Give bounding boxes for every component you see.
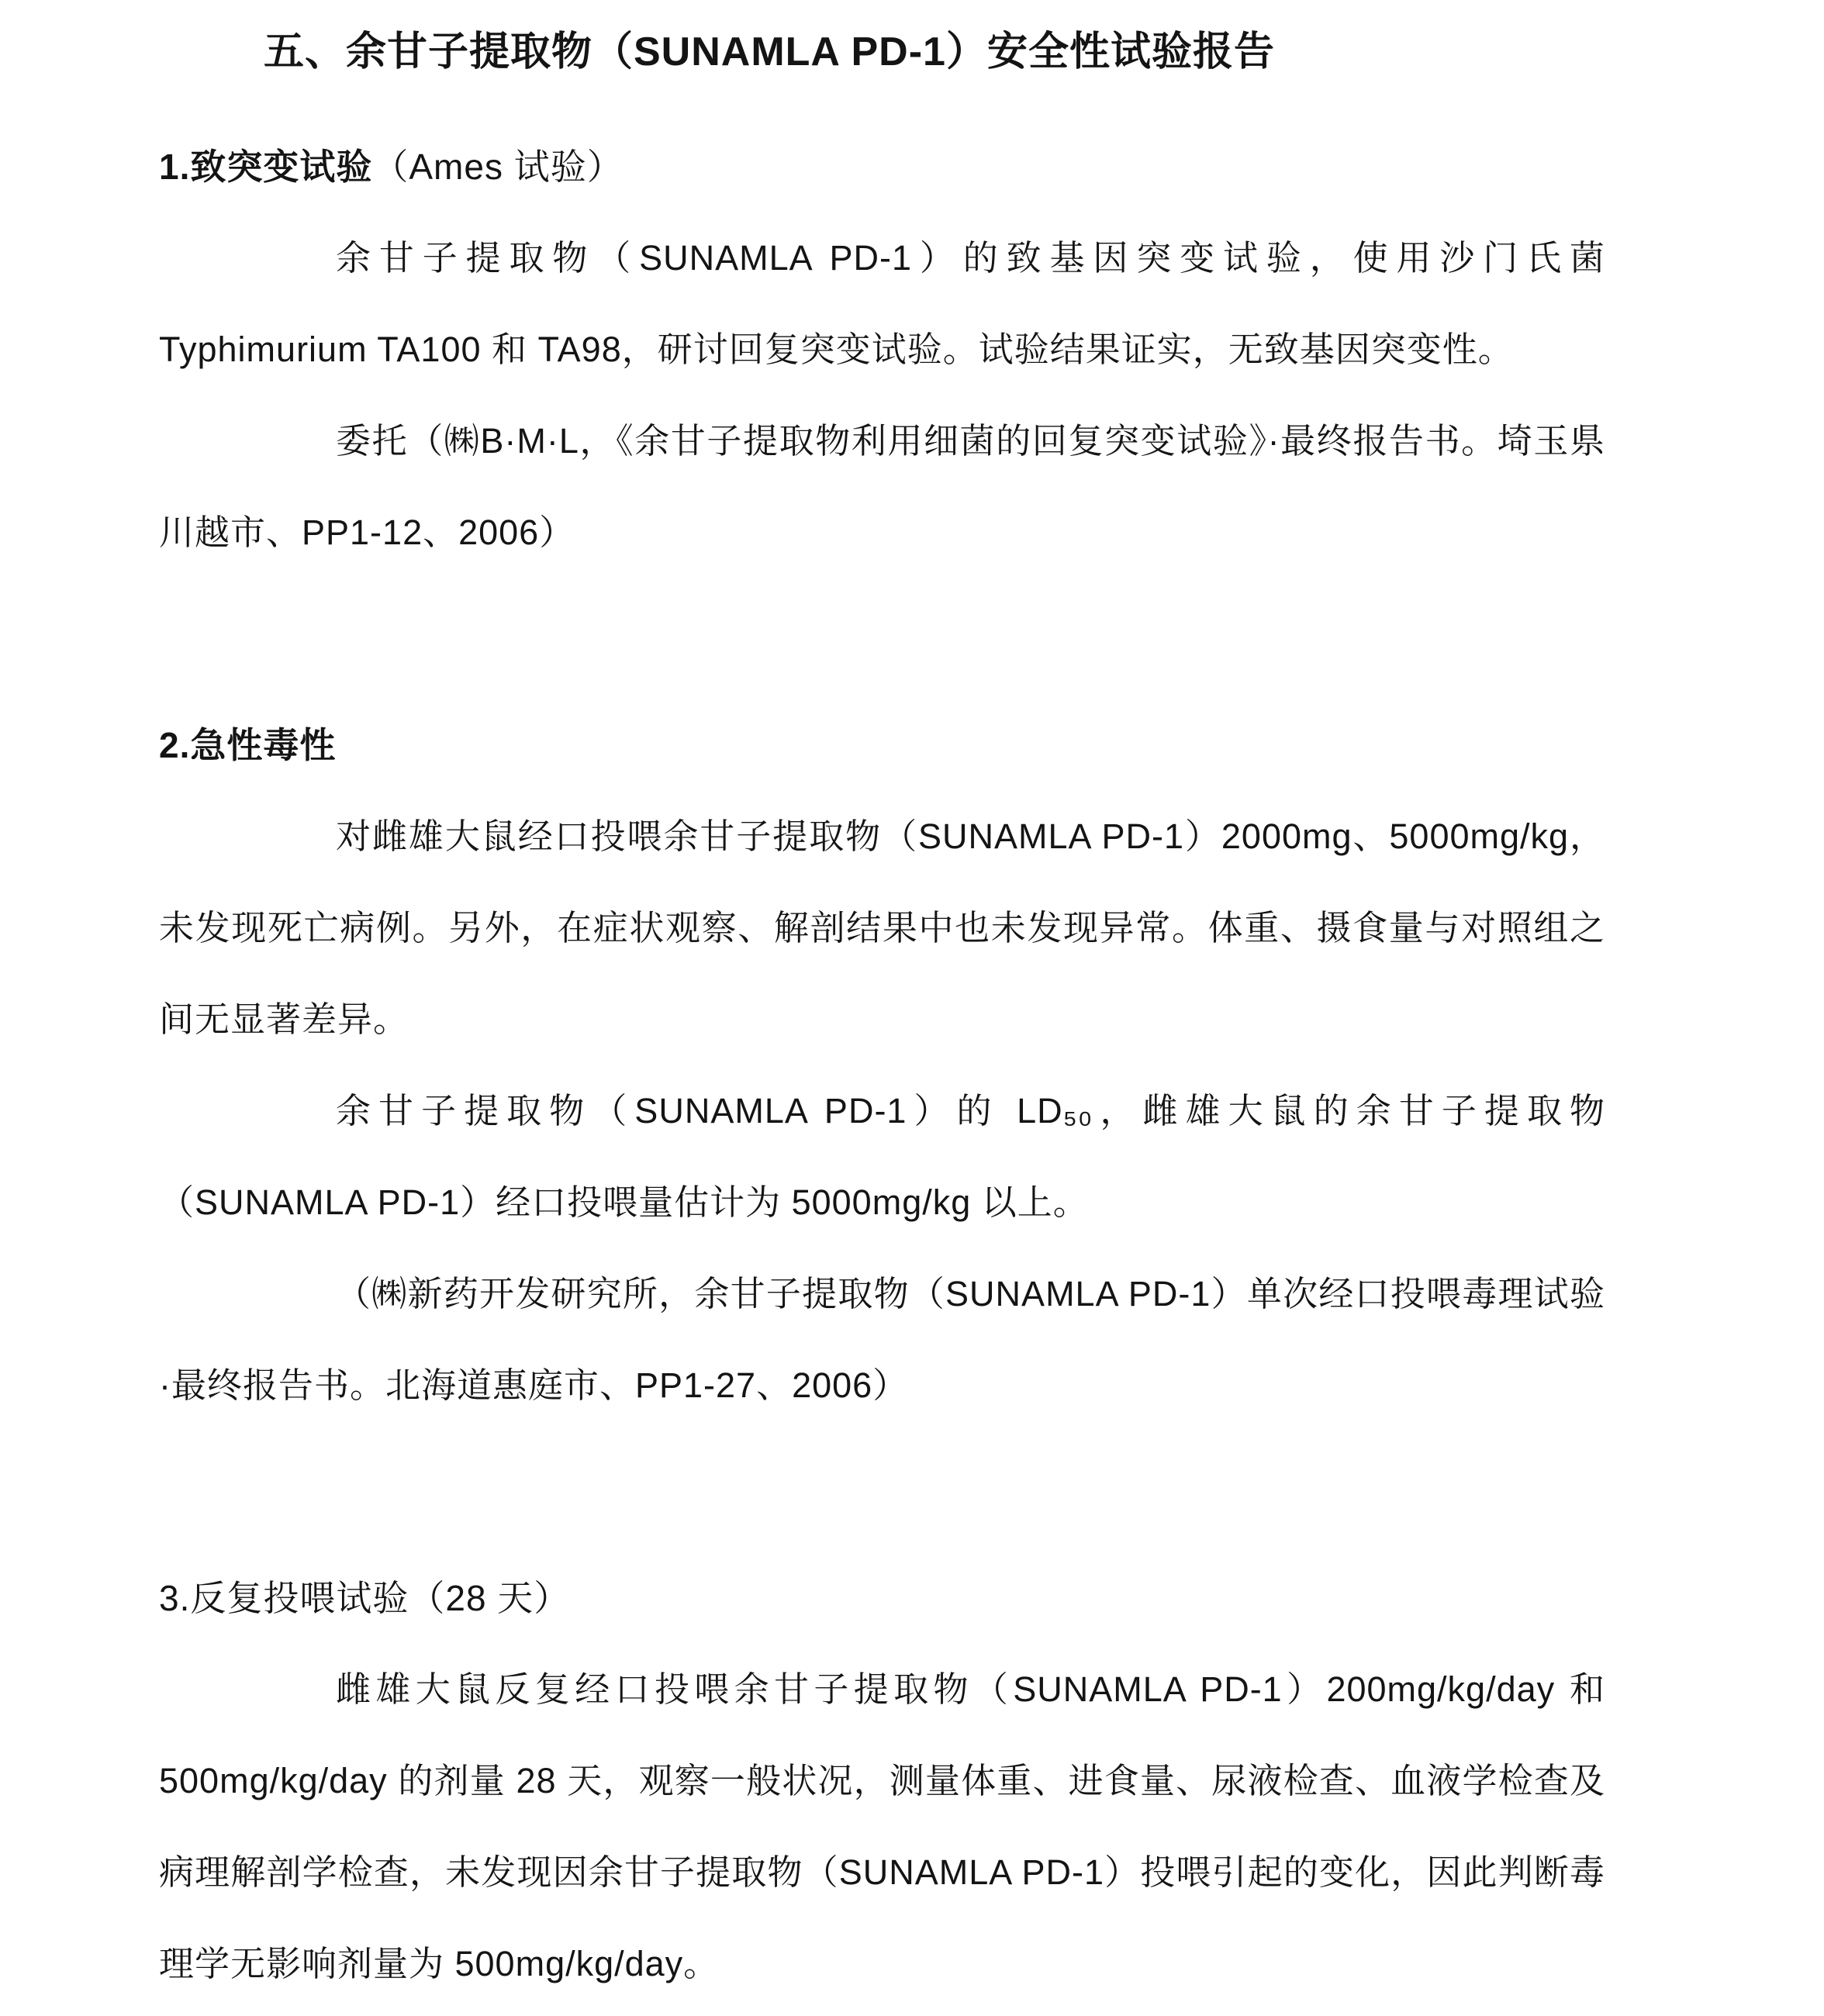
section-heading-number-title: 2.急性毒性 — [159, 725, 337, 765]
paragraph: 余甘子提取物（SUNAMLA PD-1）的致基因突变试验，使用沙门氏菌 Typhimurium TA100 和 TA98，研讨回复突变试验。试验结果证实，无致基因突变性。 — [159, 238, 1605, 369]
paragraph: 委托（㈱B·M·L，《余甘子提取物利用细菌的回复突变试验》·最终报告书。埼玉県川越市、PP1-12、2006） — [159, 421, 1605, 552]
section-heading-number-title: 1.致突变试验 — [159, 147, 373, 187]
section-heading-parenthetical: 3.反复投喂试验（28 天） — [159, 1578, 571, 1618]
section-heading — [159, 1552, 1605, 1644]
section-repeated-dose-test — [159, 1552, 1605, 2010]
section-acute-toxicity — [159, 699, 1605, 1431]
paragraph: 对雌雄大鼠经口投喂余甘子提取物（SUNAMLA PD-1）2000mg、5000mg/kg，未发现死亡病例。另外，在症状观察、解剖结果中也未发现异常。体重、摄食量与对照组之间无显著差异。 — [159, 816, 1605, 1039]
paragraph: （㈱新药开发研究所，余甘子提取物（SUNAMLA PD-1）单次经口投喂毒理试验·最终报告书。北海道惠庭市、PP1-27、2006） — [159, 1274, 1605, 1405]
paragraph: 余甘子提取物（SUNAMLA PD-1）的 LD₅₀，雌雄大鼠的余甘子提取物（SUNAMLA PD-1）经口投喂量估计为 5000mg/kg 以上。 — [159, 1091, 1605, 1222]
section-mutagenicity-test — [159, 121, 1605, 578]
section-heading — [159, 121, 1605, 212]
section-heading — [159, 699, 1605, 791]
paragraph: 雌雄大鼠反复经口投喂余甘子提取物（SUNAMLA PD-1）200mg/kg/day 和 500mg/kg/day 的剂量 28 天，观察一般状况，测量体重、进食量、尿液检查、血液学检查及病理解剖学检查，未发现因余甘子提取物（SUNAMLA PD-1）投喂引起的变化，因此判断毒理学无影响剂量为 500mg/kg/day。 — [159, 1669, 1605, 1983]
section-heading-parenthetical: （Ames 试验） — [372, 147, 624, 187]
document-title: 五、余甘子提取物（SUNAMLA PD-1）安全性试验报告 — [264, 29, 1275, 74]
